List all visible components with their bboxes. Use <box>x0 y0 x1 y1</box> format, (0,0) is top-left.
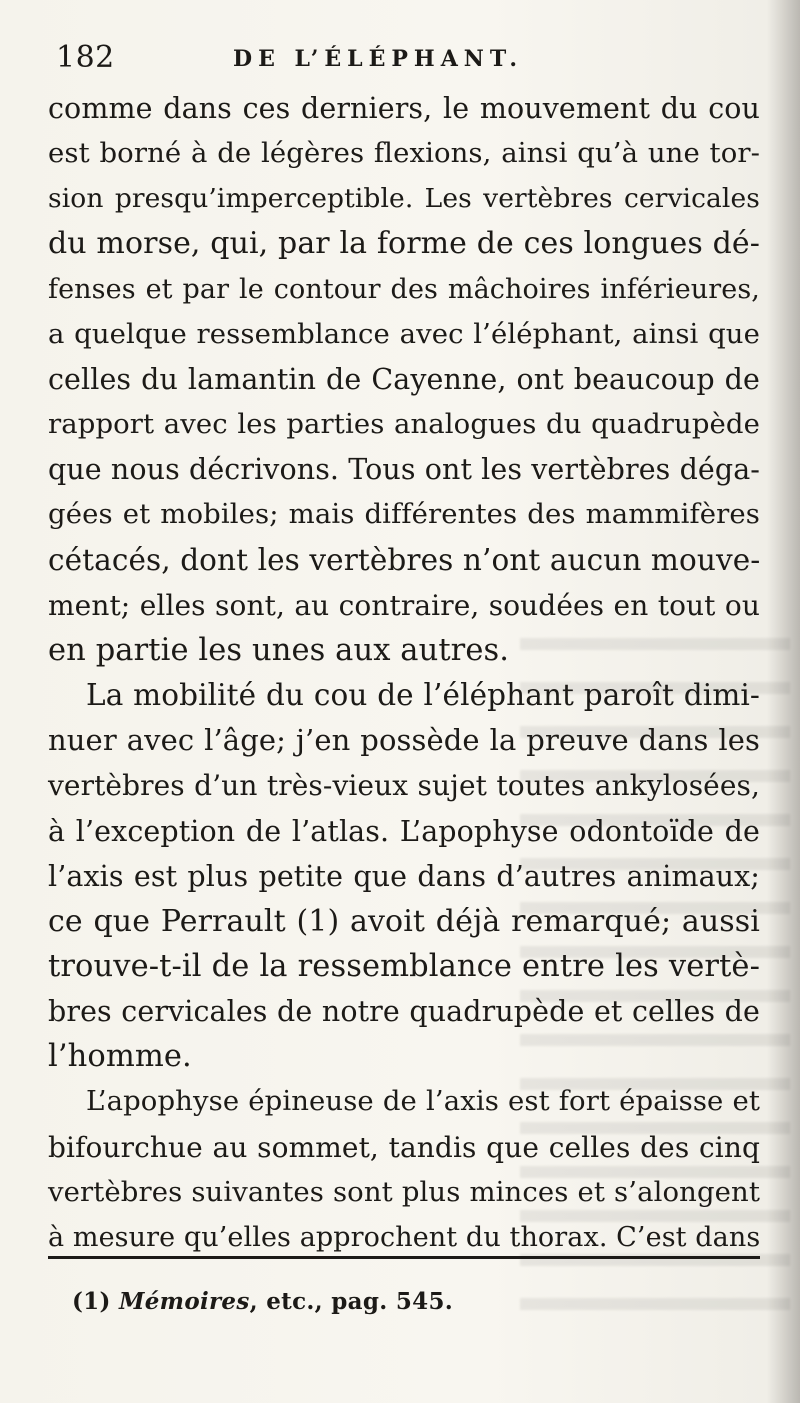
text-line: vertèbres d’un très-vieux sujet toutes ankylosées, <box>48 769 760 803</box>
page-number: 182 <box>56 40 115 75</box>
page-edge-shadow <box>766 0 800 1403</box>
text-line: cétacés, dont les vertèbres n’ont aucun mouve- <box>48 542 761 577</box>
text-line: l’homme. <box>48 1039 192 1075</box>
text-line: a quelque ressemblance avec l’éléphant, ainsi que <box>48 317 760 350</box>
text-line: trouve-t-il de la ressemblance entre les vertè- <box>48 948 760 984</box>
text-line: que nous décrivons. Tous ont les vertèbres déga- <box>48 453 761 487</box>
text-line: à l’exception de l’atlas. L’apophyse odontoïde de <box>48 814 760 848</box>
text-line: à mesure qu’elles approchent du thorax. C’est dans <box>48 1221 761 1253</box>
page-header <box>48 40 760 80</box>
text-line: La mobilité du cou de l’éléphant paroît dimi- <box>86 678 760 713</box>
text-line: vertèbres suivantes sont plus minces et s’alongent <box>48 1175 760 1208</box>
text-line: gées et mobiles; mais différentes des mammifères <box>48 498 760 531</box>
text-line: est borné à de légères flexions, ainsi qu’à une tor- <box>48 137 760 170</box>
text-line: ce que Perrault (1) avoit déjà remarqué; aussi <box>48 903 760 939</box>
text-line: du morse, qui, par la forme de ces longues dé- <box>48 226 760 262</box>
text-line: rapport avec les parties analogues du quadrupède <box>48 408 760 441</box>
text-line: fenses et par le contour des mâchoires inférieures, <box>48 273 760 305</box>
text-line: en partie les unes aux autres. <box>48 632 510 668</box>
footnote-reference: , etc., pag. 545. <box>249 1288 454 1315</box>
text-line: comme dans ces derniers, le mouvement du cou <box>48 92 760 125</box>
text-line: sion presqu’imperceptible. Les vertèbres cervicales <box>48 183 760 215</box>
text-line: celles du lamantin de Cayenne, ont beaucoup de <box>48 362 760 396</box>
footnote <box>72 1288 453 1315</box>
body-text <box>48 86 760 1260</box>
running-head: DE L’ÉLÉPHANT. <box>233 46 524 72</box>
footnote-title: Mémoires <box>118 1288 250 1315</box>
text-line: nuer avec l’âge; j’en possède la preuve dans les <box>48 723 760 758</box>
footnote-marker: (1) <box>72 1288 111 1315</box>
text-line: l’axis est plus petite que dans d’autres animaux; <box>48 859 760 893</box>
text-line: bres cervicales de notre quadrupède et celles de <box>48 995 760 1029</box>
text-line: L’apophyse épineuse de l’axis est fort épaisse et <box>86 1085 760 1118</box>
text-line: bifourchue au sommet, tandis que celles des cinq <box>48 1130 760 1164</box>
footnote-rule <box>48 1256 760 1259</box>
text-line: ment; elles sont, au contraire, soudées en tout ou <box>48 588 760 622</box>
